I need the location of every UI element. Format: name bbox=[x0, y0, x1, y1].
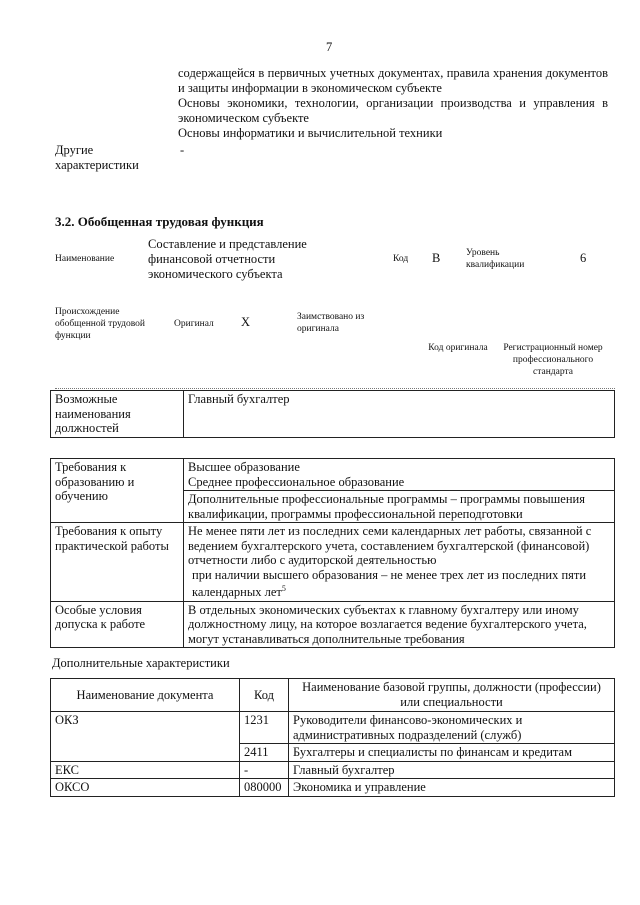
add-header-name: Наименование базовой группы, должности (профессии) или специальности bbox=[289, 679, 615, 712]
positions-table bbox=[50, 390, 615, 438]
edu-secondary: Среднее профессиональное образование bbox=[188, 474, 405, 489]
reg-number-label: Регистрационный номер профессионального стандарта bbox=[503, 343, 603, 377]
code-orig-label: Код оригинала bbox=[428, 343, 488, 353]
special-value: В отдельных экономических субъектах к главному бухгалтеру или иному должностному лицу, на которое возлагается ведение бухгалтерского учета, могут устанавливаться дополнительные требования bbox=[184, 601, 615, 648]
positions-value: Главный бухгалтер bbox=[184, 391, 615, 438]
add-row-doc: ЕКС bbox=[51, 761, 240, 779]
edu-extra: Дополнительные профессиональные программы – программы повышения квалификации, программы профессиональной переподготовки bbox=[184, 491, 615, 523]
positions-label: Возможные наименования должностей bbox=[51, 391, 184, 438]
gtf-code-label: Код bbox=[393, 254, 409, 264]
add-row-code: 1231 bbox=[240, 712, 289, 744]
add-table bbox=[50, 678, 615, 797]
add-row-code: - bbox=[240, 761, 289, 779]
add-row-code: 2411 bbox=[240, 744, 289, 762]
add-row-code: 080000 bbox=[240, 779, 289, 797]
add-row-doc: ОКСО bbox=[51, 779, 240, 797]
origin-label: Происхождение обобщенной трудовой функции bbox=[55, 307, 145, 341]
add-header-code: Код bbox=[240, 679, 289, 712]
add-row-doc: ОКЗ bbox=[51, 712, 240, 762]
requirements-table bbox=[50, 458, 615, 648]
edu-higher: Высшее образование bbox=[188, 460, 300, 474]
edu-label: Требования к образованию и обучению bbox=[51, 459, 184, 523]
add-row-name: Экономика и управление bbox=[289, 779, 615, 797]
borrowed-label: Заимствовано из оригинала bbox=[297, 312, 365, 334]
other-chars-label: Другие характеристики bbox=[55, 143, 139, 172]
gtf-level-value: 6 bbox=[580, 251, 587, 265]
original-mark: X bbox=[241, 315, 251, 329]
add-row-name: Руководители финансово-экономических и административных подразделений (служб) bbox=[289, 712, 615, 744]
knowledge-line-1: содержащейся в первичных учетных документах, правила хранения документов и защиты информации в экономическом субъекте bbox=[178, 66, 608, 95]
section-title: 3.2. Обобщенная трудовая функция bbox=[55, 214, 264, 229]
gtf-level-label: Уровень квалификации bbox=[466, 248, 525, 270]
exp-footnote: 5 bbox=[281, 584, 286, 593]
other-chars-value: - bbox=[180, 143, 185, 157]
gtf-name-value: Составление и представление финансовой отчетности экономического субъекта bbox=[148, 237, 307, 281]
add-title: Дополнительные характеристики bbox=[52, 656, 230, 670]
add-header-doc: Наименование документа bbox=[51, 679, 240, 712]
add-row-name: Бухгалтеры и специалисты по финансам и кредитам bbox=[289, 744, 615, 762]
gtf-name-label: Наименование bbox=[55, 254, 115, 264]
page-number: 7 bbox=[326, 40, 333, 54]
special-label: Особые условия допуска к работе bbox=[51, 601, 184, 648]
knowledge-line-3: Основы информатики и вычислительной техники bbox=[178, 126, 443, 140]
knowledge-line-2: Основы экономики, технологии, организации производства и управления в экономическом субъекте bbox=[178, 96, 608, 125]
exp-value-2: при наличии высшего образования – не менее трех лет из последних пяти календарных лет bbox=[192, 567, 587, 600]
gtf-code-value: B bbox=[432, 251, 441, 265]
original-label: Оригинал bbox=[174, 319, 214, 329]
add-row-name: Главный бухгалтер bbox=[289, 761, 615, 779]
exp-value: Не менее пяти лет из последних семи календарных лет работы, связанной с ведением бухгалтерского учета, составлением бухгалтерской (финансовой) отчетности либо с аудиторской деятельностью bbox=[188, 524, 592, 567]
exp-label: Требования к опыту практической работы bbox=[51, 523, 184, 602]
